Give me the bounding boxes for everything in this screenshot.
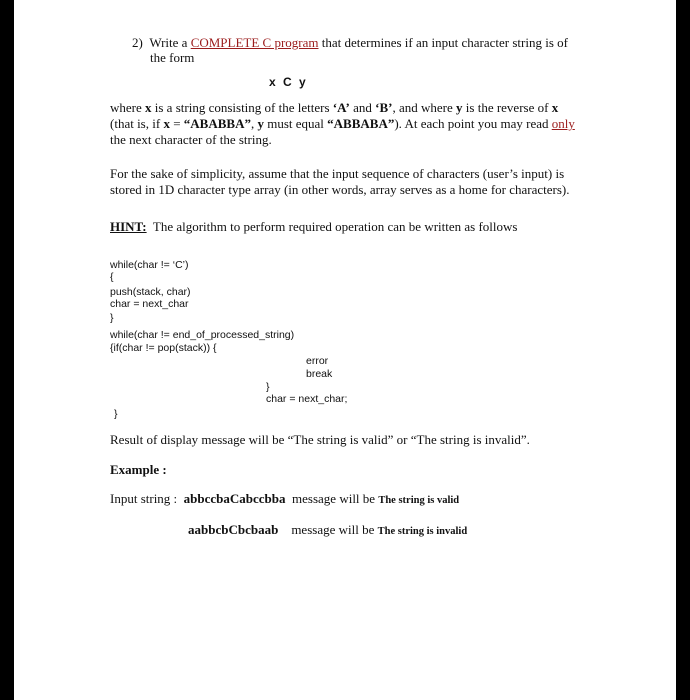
question-line-2: the form	[150, 50, 195, 65]
document-page	[14, 0, 676, 700]
code-line-10: }	[266, 381, 270, 393]
code-line-5: }	[110, 312, 114, 324]
code-line-9: break	[306, 368, 333, 380]
code-line-1: while(char != ‘C’)	[110, 259, 189, 271]
code-line-3: push(stack, char)	[110, 286, 191, 298]
where-line-2: (that is, if x = “ABABBA”, y must equal “ABBABA”). At each point you may read only	[110, 116, 575, 131]
where-line-3: the next character of the string.	[110, 132, 272, 147]
example-line-1: Input string : abbccbaCabccbba message will be The string is valid	[110, 491, 460, 506]
simplicity-line-1: For the sake of simplicity, assume that the input sequence of characters (user’s input) is	[110, 166, 565, 181]
example-line-2: aabbcbCbcbaab message will be The string is invalid	[188, 522, 468, 537]
code-line-6: while(char != end_of_processed_string)	[110, 329, 295, 341]
code-line-7: {if(char != pop(stack)) {	[110, 342, 217, 354]
hint-line: HINT: The algorithm to perform required operation can be written as follows	[110, 219, 518, 234]
where-line-1: where x is a string consisting of the letters ‘A’ and ‘B’, and where y is the reverse of x	[110, 100, 559, 115]
example-heading: Example :	[110, 462, 167, 477]
code-line-12: }	[114, 408, 118, 420]
code-line-11: char = next_char;	[266, 393, 348, 405]
code-line-4: char = next_char	[110, 298, 189, 310]
form-expression: x C y	[269, 75, 308, 89]
question-line-1: 2) Write a COMPLETE C program that determines if an input character string is of	[132, 35, 568, 50]
result-line: Result of display message will be “The string is valid” or “The string is invalid”.	[110, 432, 530, 447]
code-line-2: {	[110, 271, 114, 283]
simplicity-line-2: stored in 1D character type array (in other words, array serves as a home for characters).	[110, 182, 570, 197]
code-line-8: error	[306, 355, 329, 367]
